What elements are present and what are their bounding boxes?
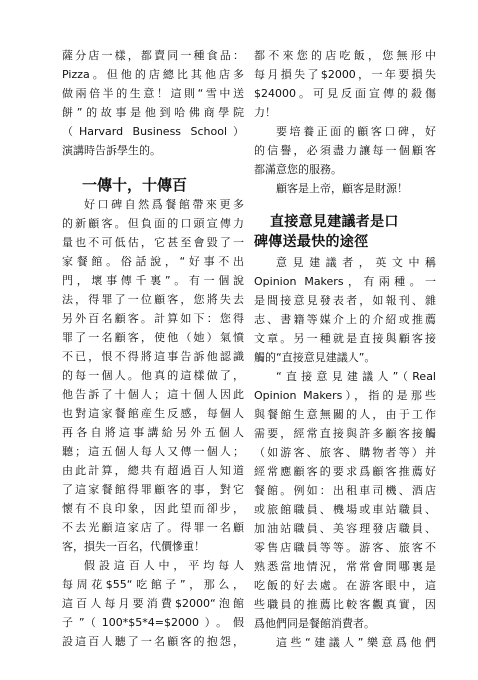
text-line: 要培養正面的顧客口碑，好: [276, 125, 436, 138]
text-line: 熟悉當地情況，常常會問哪裏是: [254, 560, 436, 573]
text-line: 設這百人聽了一名顧客的抱怨，: [62, 635, 244, 648]
text-line: 好口碑自然爲餐館帶來更多: [84, 198, 244, 211]
text-line: 由此計算，總共有超過百人知道: [62, 464, 244, 477]
text-line: Opinion Makers），指的是那些: [254, 389, 436, 402]
text-line: 家餐館。俗話說，“好事不出: [62, 255, 244, 268]
right-paragraph-3: [254, 179, 436, 198]
text-line: 假設這百人中，平均每人: [84, 559, 244, 572]
text-line: 的每一個人。他真的這樣做了，: [62, 369, 244, 382]
text-line: $24000。可見反面宣傳的殺傷: [254, 87, 436, 100]
text-line: （如游客、旅客、購物者等）并: [254, 446, 436, 459]
text-line: 薩分店一樣，都賣同一種食品：: [62, 49, 244, 62]
left-paragraph-2: [62, 195, 244, 651]
text-line: 都滿意您的服務。: [254, 163, 342, 176]
text-line: “直接意見建議人”（Real: [276, 370, 436, 383]
text-line: 不去光顧這家店了。得罪一名顧: [62, 521, 244, 534]
text-line: 經常應顧客的要求爲顧客推薦好: [254, 465, 436, 478]
right-paragraph-5: [254, 367, 436, 633]
text-line: 的新顧客。但負面的口頭宣傳力: [62, 217, 244, 230]
text-line: 顧客是上帝，顧客是財源！: [276, 182, 408, 195]
text-line: 是間接意見發表者，如報刊、雜: [254, 294, 436, 307]
left-column: [62, 46, 244, 651]
text-line: 另外百名顧客。計算如下：您得: [62, 312, 244, 325]
text-line: 客，損失一百名，代價慘重！: [62, 540, 205, 553]
text-line: 法，得罪了一位顧客，您將失去: [62, 293, 244, 306]
text-line: 子”（100*$5*4=$2000）。假: [62, 616, 244, 629]
text-line: 餅”的故事是他到哈佛商學院: [62, 106, 244, 119]
text-line: 零售店職員等等。游客、旅客不: [254, 541, 436, 554]
text-line: 再各自將這事講給另外五個人: [62, 426, 244, 439]
right-paragraph-6: [254, 633, 436, 652]
text-line: 或旅館職員、機場或車站職員、: [254, 503, 436, 516]
text-line: Opinion Makers，有兩種。一: [254, 275, 436, 288]
text-line: 懷有不良印象，因此望而卻步，: [62, 502, 244, 515]
text-line: 與餐館生意無關的人，由于工作: [254, 408, 436, 421]
text-line: 這百人每月要消費$2000“泡館: [62, 597, 244, 610]
text-line: 志、書籍等媒介上的介紹或推薦: [254, 313, 436, 326]
text-line: 每月損失了$2000，一年要損失: [254, 68, 436, 81]
right-paragraph-4: [254, 253, 436, 367]
text-line: 爲他們同是餐館消費者。: [254, 617, 375, 630]
text-line: 每周花$55“吃館子”，那么，: [62, 578, 244, 591]
text-line: 需要，經常直接與許多顧客接觸: [254, 427, 436, 440]
text-line: 吃飯的好去處。在游客眼中，這: [254, 579, 436, 592]
text-line: 他告訴了十個人；這十個人因此: [62, 388, 244, 401]
text-line: 這些“建議人”樂意爲他們: [276, 636, 436, 649]
text-line: 意見建議者，英文中稱: [276, 256, 436, 269]
text-line: 罪了一名顧客，使他（她）氣憤: [62, 331, 244, 344]
text-line: 量也不可低估，它甚至會毀了一: [62, 236, 244, 249]
text-line: 文章。另一種就是直接與顧客接: [254, 332, 436, 345]
left-paragraph-1: [62, 46, 244, 160]
text-line: 餐館。例如：出租車司機、酒店: [254, 484, 436, 497]
section-heading-word-of-mouth: 一傳十，十傳百: [82, 176, 188, 194]
text-line: 做兩倍半的生意！這則“雪中送: [62, 87, 244, 100]
section-heading-opinion-makers-line-1: 直接意見建議者是口: [270, 214, 399, 230]
text-line: 也對這家餐館産生反感，每個人: [62, 407, 244, 420]
right-paragraph-1: [254, 46, 436, 122]
text-line: （Harvard Business School）: [62, 125, 244, 138]
section-heading-opinion-makers-line-2: 碑傳送最快的途徑: [254, 234, 369, 250]
text-line: 的信譽，必須盡力讓每一個顧客: [254, 144, 436, 157]
text-line: 都不來您的店吃飯，您無形中: [254, 49, 436, 62]
text-line: 演講時告訴學生的。: [62, 144, 161, 157]
text-line: 些職員的推薦比較客觀真實，因: [254, 598, 436, 611]
text-line: 聽；這五個人每人又傳一個人；: [62, 445, 244, 458]
text-line: Pizza。但他的店總比其他店多: [62, 68, 244, 81]
text-line: 觸的“直接意見建議人”。: [254, 351, 376, 364]
text-line: 力！: [254, 106, 276, 119]
text-line: 了這家餐館得罪顧客的事，對它: [62, 483, 244, 496]
text-line: 加油站職員、美容理發店職員、: [254, 522, 436, 535]
right-paragraph-2: [254, 122, 436, 179]
right-column: [254, 46, 436, 652]
text-line: 門，壞事傳千裏”。有一個說: [62, 274, 244, 287]
text-line: 不已，恨不得將這事告訴他認識: [62, 350, 244, 363]
